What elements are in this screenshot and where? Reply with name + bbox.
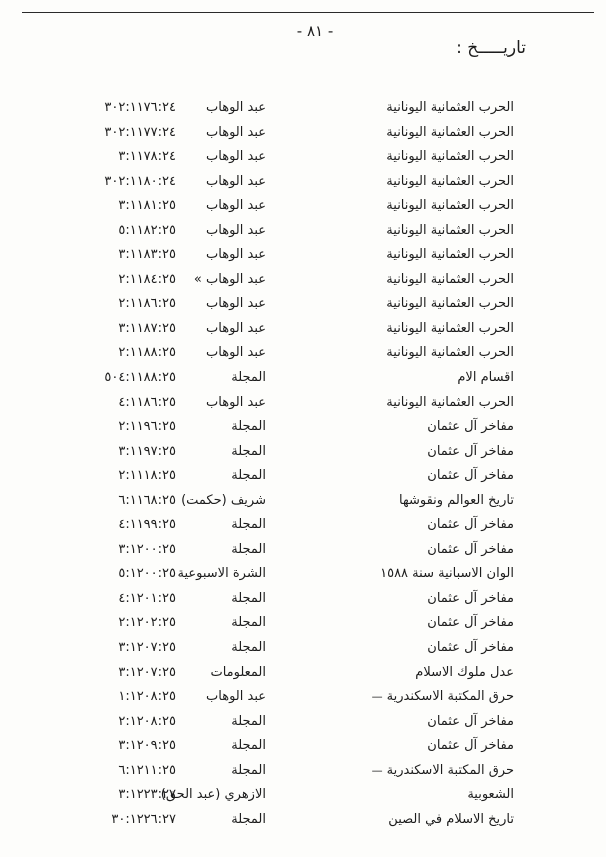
entry-title: الحرب العثمانية اليونانية (386, 247, 514, 263)
entry-title: الحرب العثمانية اليونانية (386, 222, 514, 238)
entry-author: المجلة (231, 615, 266, 631)
entry-author: الازهري (عبد الحق) (160, 787, 266, 803)
entry-row (0, 783, 606, 808)
entry-reference: ٦:١١٦٨:٢٥ (118, 492, 176, 508)
entry-author: عبد الوهاب (206, 198, 266, 214)
entry-row (0, 734, 606, 759)
entry-title: الحرب العثمانية اليونانية (386, 198, 514, 214)
entry-reference: ٢:١١٨٦:٢٥ (118, 296, 176, 312)
entry-reference: ٣:١٢٢٣:٢٧ (118, 787, 176, 803)
entry-reference: ٤:١١٩٩:٢٥ (118, 517, 176, 533)
entry-author: المجلة (231, 443, 266, 459)
entry-row (0, 170, 606, 195)
entry-reference: ٣:١٢٠٧:٢٥ (118, 664, 176, 680)
entry-title: تاريخ الاسلام في الصين (388, 811, 514, 827)
entry-row (0, 685, 606, 710)
entry-reference: ٣:١١٨٧:٢٥ (118, 320, 176, 336)
entry-author: عبد الوهاب (206, 689, 266, 705)
entry-row (0, 611, 606, 636)
entry-author: المجلة (231, 468, 266, 484)
entry-title: الحرب العثمانية اليونانية (386, 100, 514, 115)
entry-title: مفاخر آل عثمان (427, 640, 514, 656)
page-number: - ٨١ - (296, 22, 334, 40)
entry-reference: ٦:١٢١١:٢٥ (118, 762, 176, 778)
entry-title: الوان الاسبانية سنة ١٥٨٨ (380, 566, 514, 582)
entry-row (0, 513, 606, 538)
entry-reference: ٢:١٢٠٢:٢٥ (118, 615, 176, 631)
entry-author: المجلة (231, 713, 266, 729)
entry-author: المجلة (231, 811, 266, 827)
top-rule (22, 12, 594, 13)
entry-author: المجلة (231, 517, 266, 533)
entry-title: الحرب العثمانية اليونانية (386, 345, 514, 361)
entry-title: الشعوبية (467, 787, 514, 803)
entry-title: مفاخر آل عثمان (427, 468, 514, 484)
entry-title: مفاخر آل عثمان (427, 738, 514, 754)
entry-author: عبد الوهاب (206, 394, 266, 410)
entry-title: الحرب العثمانية اليونانية (386, 296, 514, 312)
entry-row (0, 759, 606, 784)
entry-title: الحرب العثمانية اليونانية (386, 149, 514, 165)
entry-row (0, 317, 606, 342)
entry-reference: ٤:١١٨٦:٢٥ (118, 394, 176, 410)
entry-author: المعلومات (210, 664, 266, 680)
entry-row (0, 96, 606, 121)
entry-author: عبد الوهاب (206, 320, 266, 336)
entry-reference: ٣٠٢:١١٧٦:٢٤ (104, 100, 176, 115)
entry-reference: ٢:١٢٠٨:٢٥ (118, 713, 176, 729)
entry-title: الحرب العثمانية اليونانية (386, 124, 514, 140)
entry-title: تاريخ العوالم ونقوشها (399, 492, 514, 508)
entry-title: مفاخر آل عثمان (427, 517, 514, 533)
entry-author: الشرة الاسبوعية (177, 566, 266, 582)
entry-row (0, 562, 606, 587)
entry-row (0, 808, 606, 833)
entry-row (0, 538, 606, 563)
entry-reference: ١:١٢٠٨:٢٥ (118, 689, 176, 705)
entry-author: المجلة (231, 738, 266, 754)
entry-row (0, 194, 606, 219)
entry-author: عبد الوهاب (206, 149, 266, 165)
entry-title: عدل ملوك الاسلام (415, 664, 514, 680)
entry-title: مفاخر آل عثمان (427, 443, 514, 459)
entry-reference: ٣:١١٧٨:٢٤ (118, 149, 176, 165)
entry-author: عبد الوهاب (206, 296, 266, 312)
entry-row (0, 219, 606, 244)
entry-row (0, 391, 606, 416)
entry-author: عبد الوهاب (206, 345, 266, 361)
entry-title: مفاخر آل عثمان (427, 713, 514, 729)
entry-author: عبد الوهاب (206, 124, 266, 140)
entry-title: الحرب العثمانية اليونانية (386, 173, 514, 189)
entry-reference: ٣:١٢٠٩:٢٥ (118, 738, 176, 754)
entry-title: حرق المكتبة الاسكندرية — (372, 685, 514, 709)
entry-author: عبد الوهاب (206, 222, 266, 238)
entry-author: المجلة (231, 370, 266, 386)
entry-reference: ٣:١٢٠٠:٢٥ (118, 541, 176, 557)
entry-title: مفاخر آل عثمان (427, 590, 514, 606)
entry-author: المجلة (231, 419, 266, 435)
entry-row (0, 710, 606, 735)
entry-reference: ٢:١١٩٦:٢٥ (118, 419, 176, 435)
entry-title: مفاخر آل عثمان (427, 541, 514, 557)
entry-row (0, 464, 606, 489)
entry-list (0, 96, 606, 832)
entry-title: مفاخر آل عثمان (427, 419, 514, 435)
entry-row (0, 415, 606, 440)
entry-reference: ٢:١١٨٨:٢٥ (118, 345, 176, 361)
entry-row (0, 440, 606, 465)
entry-row (0, 636, 606, 661)
entry-row (0, 661, 606, 686)
entry-author: المجلة (231, 640, 266, 656)
entry-reference: ٢:١١٨٤:٢٥ (118, 271, 176, 287)
entry-reference: ٥:١١٨٢:٢٥ (118, 222, 176, 238)
entry-title: مفاخر آل عثمان (427, 615, 514, 631)
entry-row (0, 292, 606, 317)
entry-author: شريف (حكمت) (181, 492, 266, 508)
entry-reference: ٤:١٢٠١:٢٥ (118, 590, 176, 606)
entry-author: عبد الوهاب (206, 100, 266, 115)
entry-row (0, 587, 606, 612)
entry-author: المجلة (231, 590, 266, 606)
entry-row (0, 243, 606, 268)
entry-row (0, 366, 606, 391)
entry-reference: ٢:١١١٨:٢٥ (118, 468, 176, 484)
entry-reference: ٣٠٢:١١٨٠:٢٤ (104, 173, 176, 189)
entry-title: الحرب العثمانية اليونانية (386, 271, 514, 287)
entry-reference: ٣٠٢:١١٧٧:٢٤ (104, 124, 176, 140)
entry-title: الحرب العثمانية اليونانية (386, 320, 514, 336)
entry-author: المجلة (231, 762, 266, 778)
entry-row (0, 121, 606, 146)
entry-reference: ٣:١١٨٣:٢٥ (118, 247, 176, 263)
entry-reference: ٣:١١٩٧:٢٥ (118, 443, 176, 459)
entry-row (0, 341, 606, 366)
entry-author: عبد الوهاب (206, 173, 266, 189)
entry-row (0, 268, 606, 293)
entry-reference: ٥:١٢٠٠:٢٥ (118, 566, 176, 582)
entry-title: الحرب العثمانية اليونانية (386, 394, 514, 410)
entry-reference: ٥٠٤:١١٨٨:٢٥ (104, 370, 176, 386)
section-header: تاريـــــخ : (456, 38, 526, 58)
entry-reference: ٣:١٢٠٧:٢٥ (118, 640, 176, 656)
entry-row (0, 489, 606, 514)
entry-reference: ٣٠:١٢٢٦:٢٧ (111, 811, 176, 827)
entry-author: عبد الوهاب » (193, 271, 266, 287)
entry-author: عبد الوهاب (206, 247, 266, 263)
entry-title: اقسام الام (457, 370, 514, 386)
entry-reference: ٣:١١٨١:٢٥ (118, 198, 176, 214)
entry-row (0, 145, 606, 170)
entry-title: حرق المكتبة الاسكندرية — (372, 759, 514, 783)
entry-author: المجلة (231, 541, 266, 557)
